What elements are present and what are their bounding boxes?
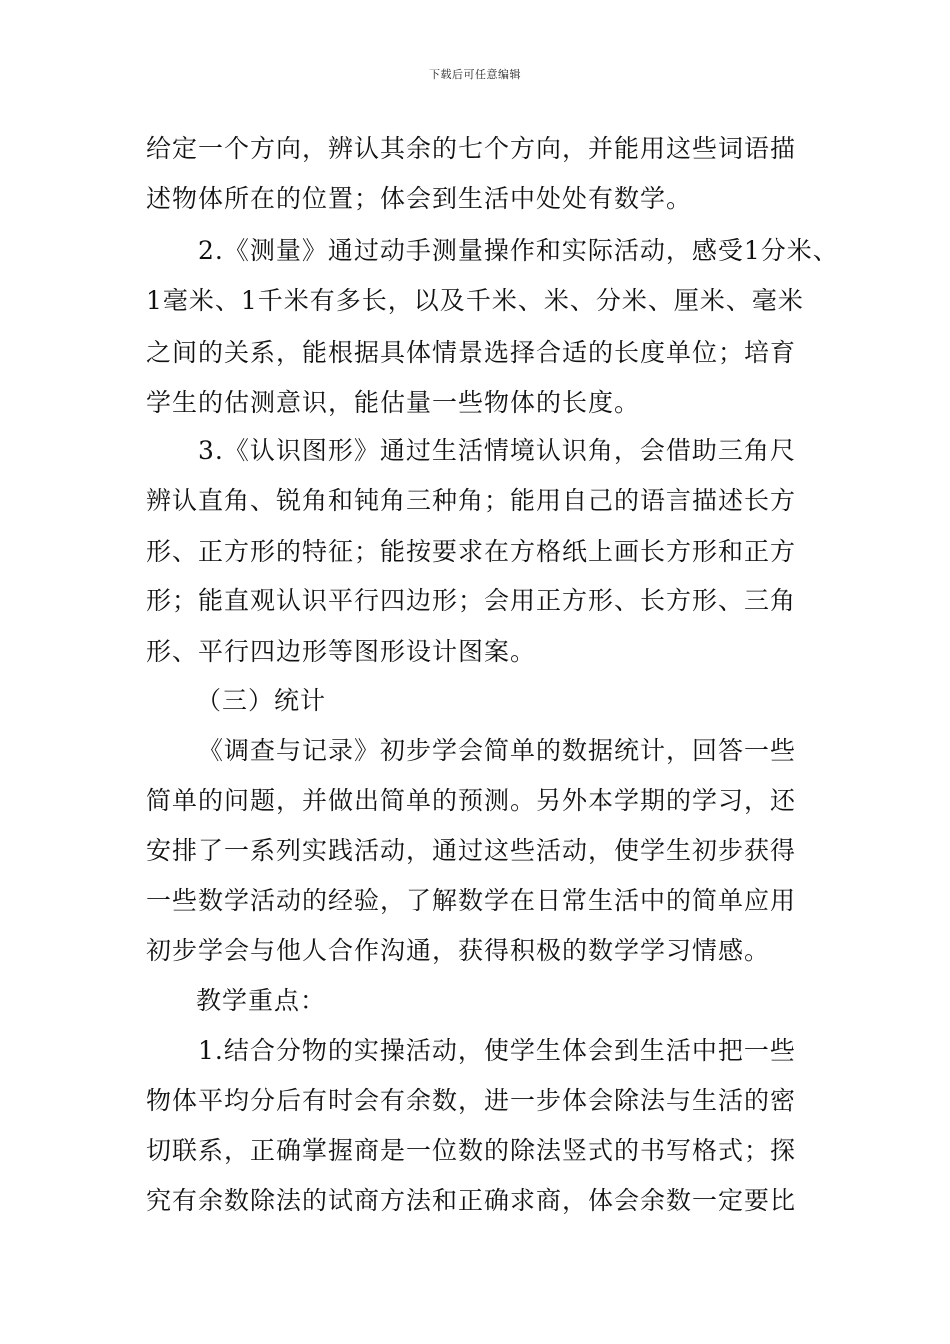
paragraph-line: 3.《认识图形》通过生活情境认识角，会借助三角尺 (198, 436, 796, 465)
paragraph-line: 《调查与记录》初步学会简单的数据统计，回答一些 (198, 736, 797, 765)
section-heading: （三）统计 (196, 686, 327, 715)
paragraph-line: 形、正方形的特征；能按要求在方格纸上画长方形和正方 (146, 537, 797, 566)
section-heading: 教学重点： (196, 986, 327, 1015)
paragraph-line: 安排了一系列实践活动，通过这些活动，使学生初步获得 (146, 836, 797, 865)
paragraph-line: 形；能直观认识平行四边形；会用正方形、长方形、三角 (146, 586, 797, 615)
paragraph-line: 之间的关系，能根据具体情景选择合适的长度单位；培育 (146, 338, 797, 367)
paragraph-line: 物体平均分后有时会有余数，进一步体会除法与生活的密 (146, 1086, 797, 1115)
paragraph-line: 简单的问题，并做出简单的预测。另外本学期的学习，还 (146, 786, 797, 815)
paragraph-line: 2.《测量》通过动手测量操作和实际活动，感受1分米、 (198, 236, 839, 265)
paragraph-line: 切联系，正确掌握商是一位数的除法竖式的书写格式；探 (146, 1136, 797, 1165)
paragraph-line: 形、平行四边形等图形设计图案。 (146, 637, 537, 666)
paragraph-line: 究有余数除法的试商方法和正确求商，体会余数一定要比 (146, 1186, 797, 1215)
page-header: 下载后可任意编辑 (429, 68, 521, 81)
paragraph-line: 学生的估测意识，能估量一些物体的长度。 (146, 388, 641, 417)
paragraph-line: 1毫米、1千米有多长，以及千米、米、分米、厘米、毫米 (146, 286, 804, 315)
paragraph-line: 1.结合分物的实操活动，使学生体会到生活中把一些 (198, 1036, 796, 1065)
paragraph-line: 辨认直角、锐角和钝角三种角；能用自己的语言描述长方 (146, 486, 797, 515)
paragraph-line: 述物体所在的位置；体会到生活中处处有数学。 (146, 184, 693, 213)
paragraph-line: 一些数学活动的经验，了解数学在日常生活中的简单应用 (146, 886, 797, 915)
paragraph-line: 初步学会与他人合作沟通，获得积极的数学学习情感。 (146, 936, 771, 965)
paragraph-line: 给定一个方向，辨认其余的七个方向，并能用这些词语描 (146, 134, 797, 163)
